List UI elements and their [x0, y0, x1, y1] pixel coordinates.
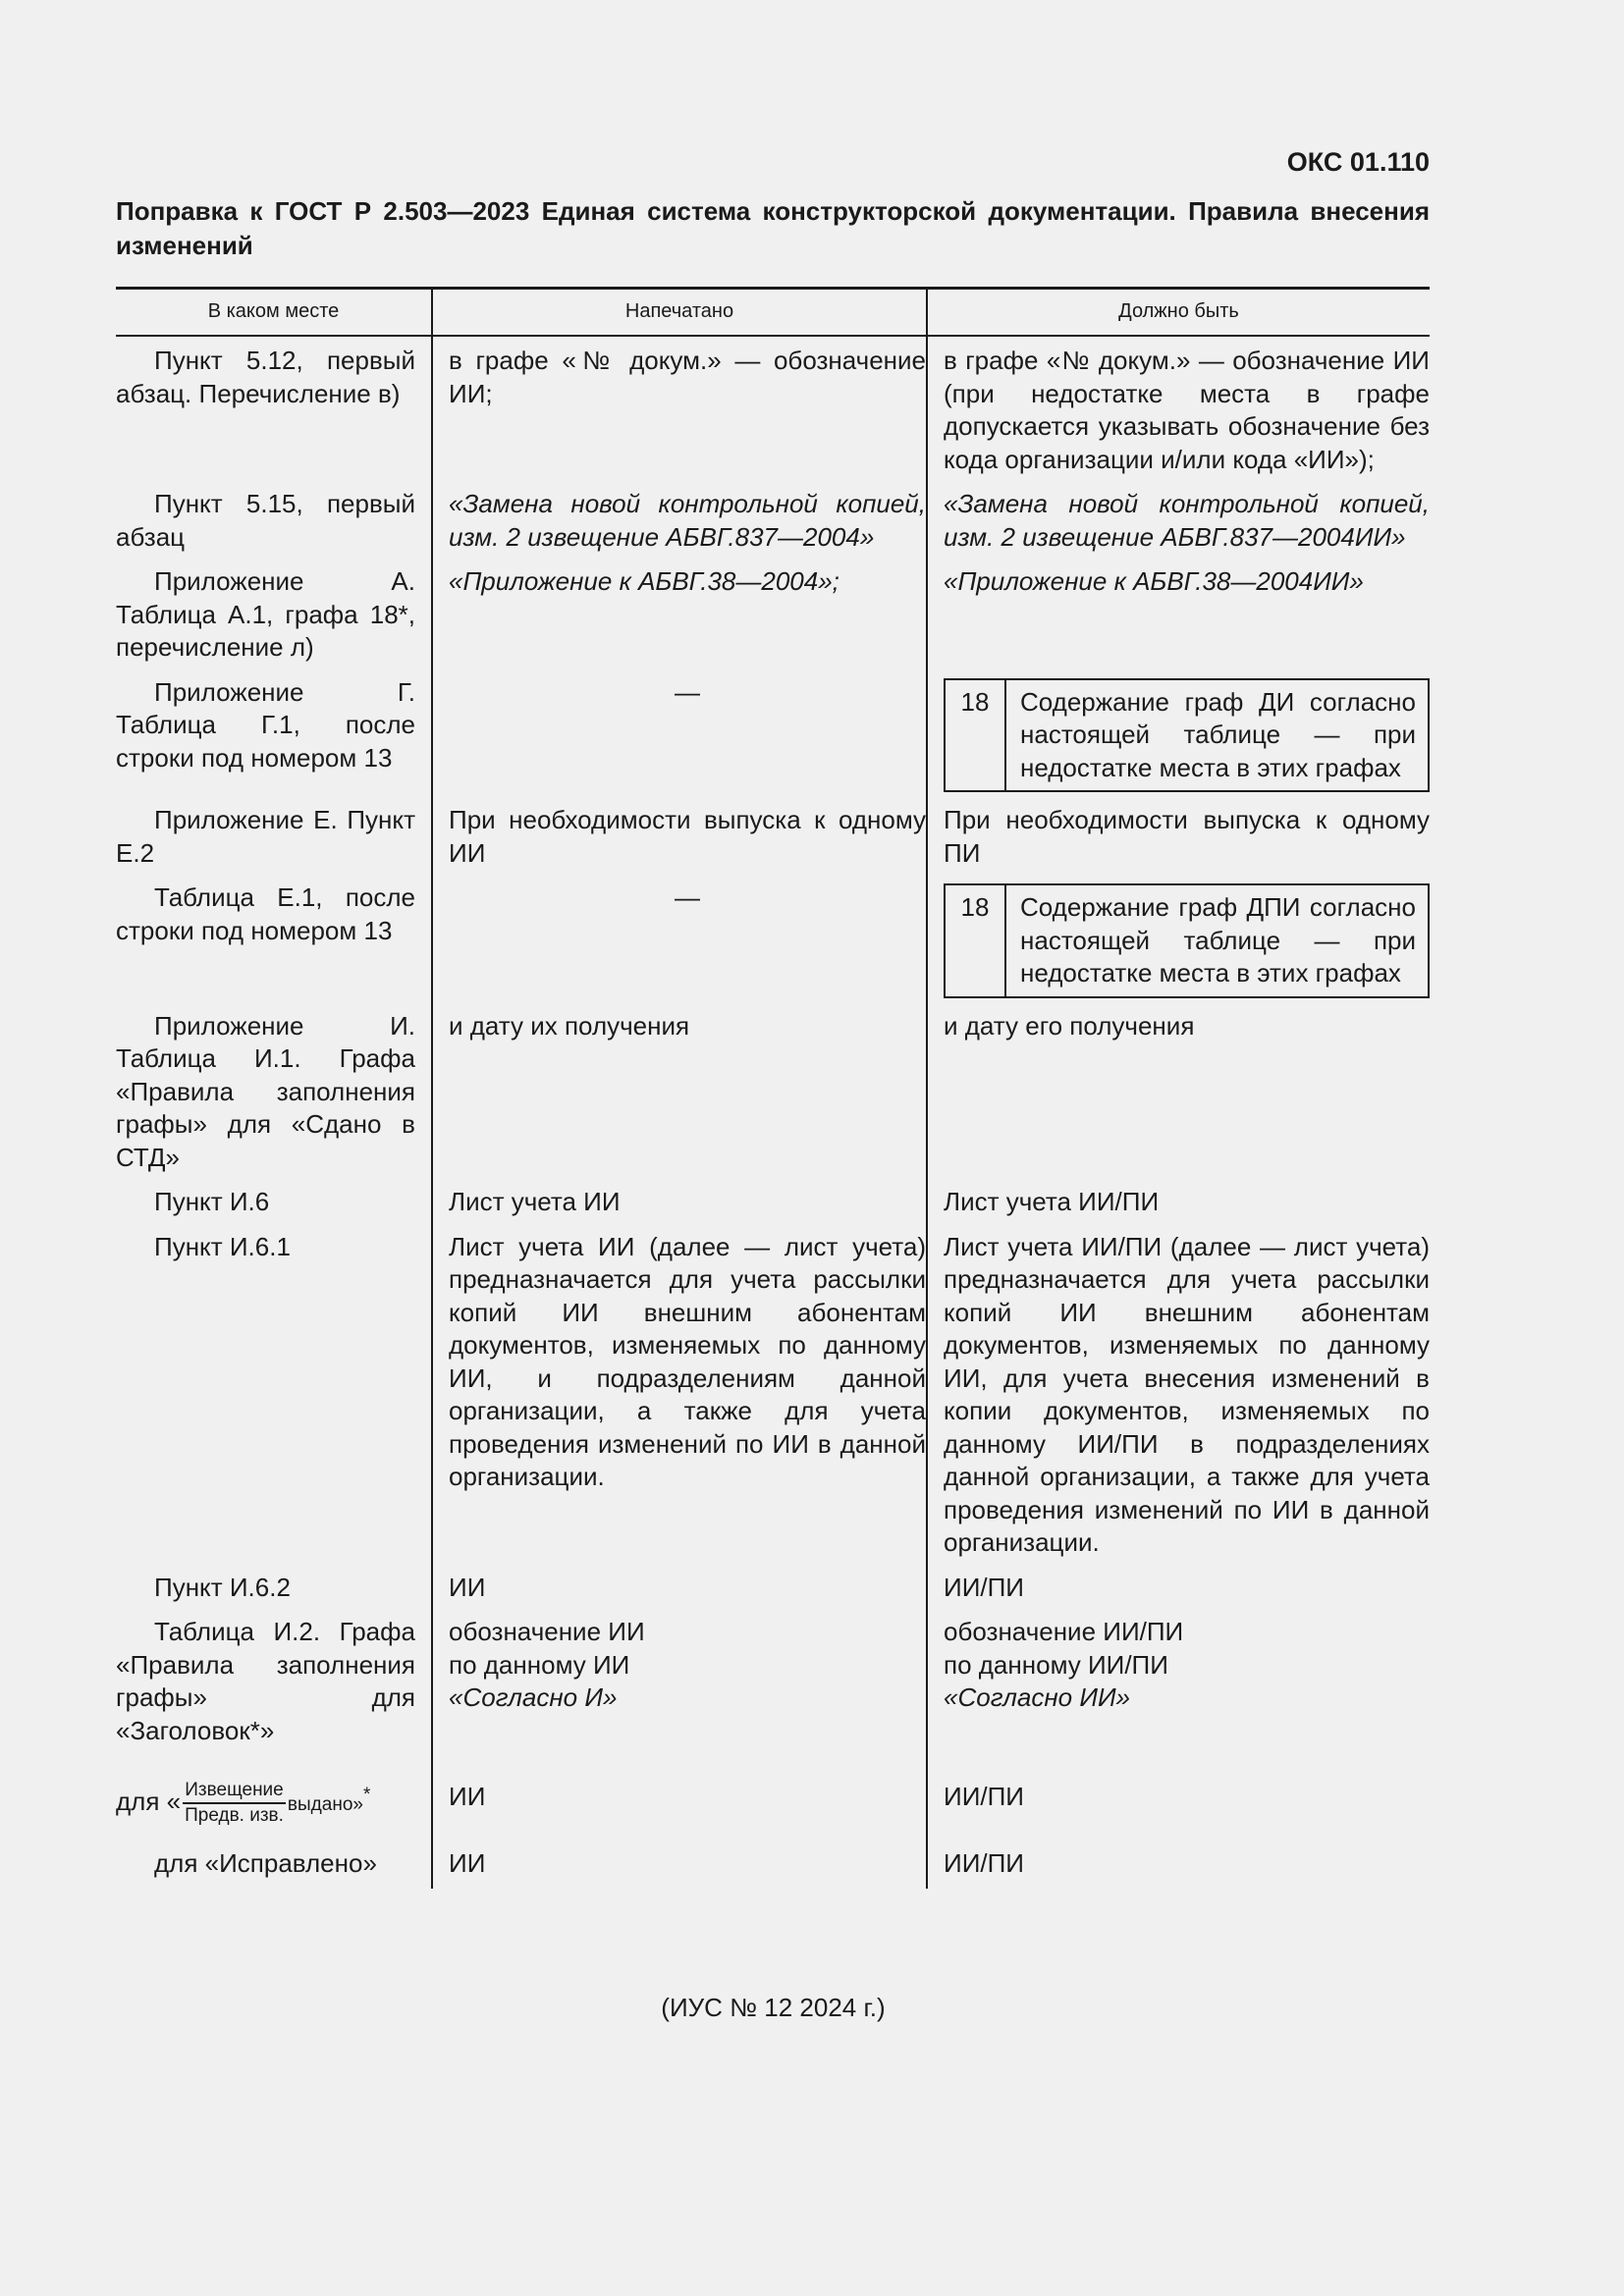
- location-prefix: для «: [116, 1786, 182, 1816]
- location-cell: Пункт И.6.1: [154, 1231, 291, 1261]
- location-cell: для «Исправлено»: [154, 1848, 377, 1878]
- row-content: Содержание граф ДПИ согласно настоящей таблице — при недостатке места в этих графах: [1005, 884, 1429, 997]
- printed-cell: ИИ: [432, 1572, 927, 1617]
- should-be-line: обозначение ИИ/ПИ: [944, 1617, 1184, 1646]
- printed-cell: ИИ: [432, 1847, 927, 1889]
- classification-code: ОКС 01.110: [1286, 147, 1430, 177]
- printed-cell: и дату их получения: [432, 1010, 927, 1187]
- location-cell: Приложение А. Таблица А.1, графа 18*, перечисление л): [116, 566, 415, 662]
- location-cell: [116, 1759, 432, 1847]
- table-row: [116, 1186, 1430, 1231]
- inserted-row-box: [944, 883, 1430, 998]
- should-be-cell: Лист учета ИИ/ПИ: [927, 1186, 1430, 1231]
- printed-cell: «Приложение к АБВГ.38—2004»;: [432, 565, 927, 676]
- row-content: Содержание граф ДИ согласно настоящей таблице — при недостатке места в этих графах: [1005, 679, 1429, 792]
- printed-cell: Лист учета ИИ (далее — лист учета) предназначается для учета рассылки копий ИИ внешним абонентам документов, изменяемых по данному ИИ, и подразделениям данной организации, а также для учета проведения изменений по ИИ в данной организации.: [432, 1231, 927, 1572]
- location-cell: Таблица И.2. Графа «Правила заполнения графы» для «Заголовок*»: [116, 1617, 415, 1745]
- should-be-cell: Лист учета ИИ/ПИ (далее — лист учета) предназначается для учета рассылки копий ИИ внешним абонентам документов, изменяемых по данному ИИ, для учета внесения изменений в копии документов, изменяемых по данному ИИ/ПИ в подразделениях данной организации, а также для учета проведения изменений по ИИ в данной организации.: [927, 1231, 1430, 1572]
- printed-cell: [432, 1616, 927, 1759]
- table-row: [116, 488, 1430, 565]
- table-row: [116, 1847, 1430, 1889]
- table-row: [116, 881, 1430, 1010]
- should-be-cell: «Приложение к АБВГ.38—2004ИИ»: [927, 565, 1430, 676]
- location-cell: Пункт И.6: [154, 1187, 270, 1216]
- printed-cell: ИИ: [432, 1759, 927, 1847]
- header-printed: Напечатано: [432, 289, 927, 337]
- document-title: Поправка к ГОСТ Р 2.503—2023 Единая система конструкторской документации. Правила внесения изменений: [116, 196, 1430, 260]
- footnote-mark: *: [362, 1785, 371, 1806]
- location-cell: Приложение Г. Таблица Г.1, после строки под номером 13: [116, 676, 415, 773]
- should-be-cell: и дату его получения: [927, 1010, 1430, 1187]
- inserted-row-box: [944, 678, 1430, 793]
- should-be-cell: ИИ/ПИ: [927, 1572, 1430, 1617]
- table-row: [116, 1759, 1430, 1847]
- header-should-be: Должно быть: [927, 289, 1430, 337]
- location-cell: Пункт 5.12, первый абзац. Перечисление в): [116, 346, 415, 408]
- printed-cell: Лист учета ИИ: [432, 1186, 927, 1231]
- fraction-top: Извещение: [183, 1779, 286, 1804]
- table-row: [116, 1231, 1430, 1572]
- location-cell: Пункт И.6.2: [154, 1572, 291, 1602]
- table-row: [116, 565, 1430, 676]
- should-be-cell: [927, 881, 1430, 1010]
- should-be-cell: ИИ/ПИ: [927, 1759, 1430, 1847]
- location-suffix: выдано»: [287, 1793, 363, 1815]
- amendment-table: [116, 287, 1430, 1889]
- location-cell: Пункт 5.15, первый абзац: [116, 489, 415, 552]
- table-row: [116, 336, 1430, 488]
- should-be-cell: в графе «№ докум.» — обозначение ИИ (при недостатке места в графе допускается указывать обозначение без кода организации и/или кода «ИИ»);: [927, 336, 1430, 488]
- header-location: В каком месте: [116, 289, 432, 337]
- printed-line: обозначение ИИ: [449, 1617, 645, 1646]
- should-be-cell: ИИ/ПИ: [927, 1847, 1430, 1889]
- printed-cell: в графе «№ докум.» — обозначение ИИ;: [432, 336, 927, 488]
- row-number: 18: [945, 884, 1005, 997]
- location-cell: Приложение И. Таблица И.1. Графа «Правила заполнения графы» для «Сдано в СТД»: [116, 1010, 415, 1172]
- fraction: [183, 1779, 286, 1828]
- printed-cell: «Замена новой контрольной копией, изм. 2 извещение АБВГ.837—2004»: [432, 488, 927, 565]
- should-be-cell: При необходимости выпуска к одному ПИ: [927, 804, 1430, 881]
- printed-line: «Согласно И»: [449, 1682, 618, 1712]
- table-row: [116, 1010, 1430, 1187]
- printed-cell: При необходимости выпуска к одному ИИ: [432, 804, 927, 881]
- should-be-cell: «Замена новой контрольной копией, изм. 2 извещение АБВГ.837—2004ИИ»: [927, 488, 1430, 565]
- printed-cell: —: [432, 881, 927, 1010]
- should-be-cell: [927, 676, 1430, 805]
- table-header-row: [116, 289, 1430, 337]
- location-cell: Приложение Е. Пункт Е.2: [116, 805, 415, 868]
- location-cell: Таблица Е.1, после строки под номером 13: [116, 882, 415, 945]
- table-row: [116, 1572, 1430, 1617]
- row-number: 18: [945, 679, 1005, 792]
- printed-line: по данному ИИ: [449, 1649, 630, 1680]
- table-row: [116, 676, 1430, 805]
- should-be-line: «Согласно ИИ»: [944, 1682, 1130, 1712]
- printed-cell: —: [432, 676, 927, 805]
- should-be-line: по данному ИИ/ПИ: [944, 1649, 1168, 1680]
- table-row: [116, 804, 1430, 881]
- publication-note: (ИУС № 12 2024 г.): [661, 1993, 886, 2022]
- fraction-bottom: Предв. изв.: [185, 1805, 284, 1826]
- table-row: [116, 1616, 1430, 1759]
- should-be-cell: [927, 1616, 1430, 1759]
